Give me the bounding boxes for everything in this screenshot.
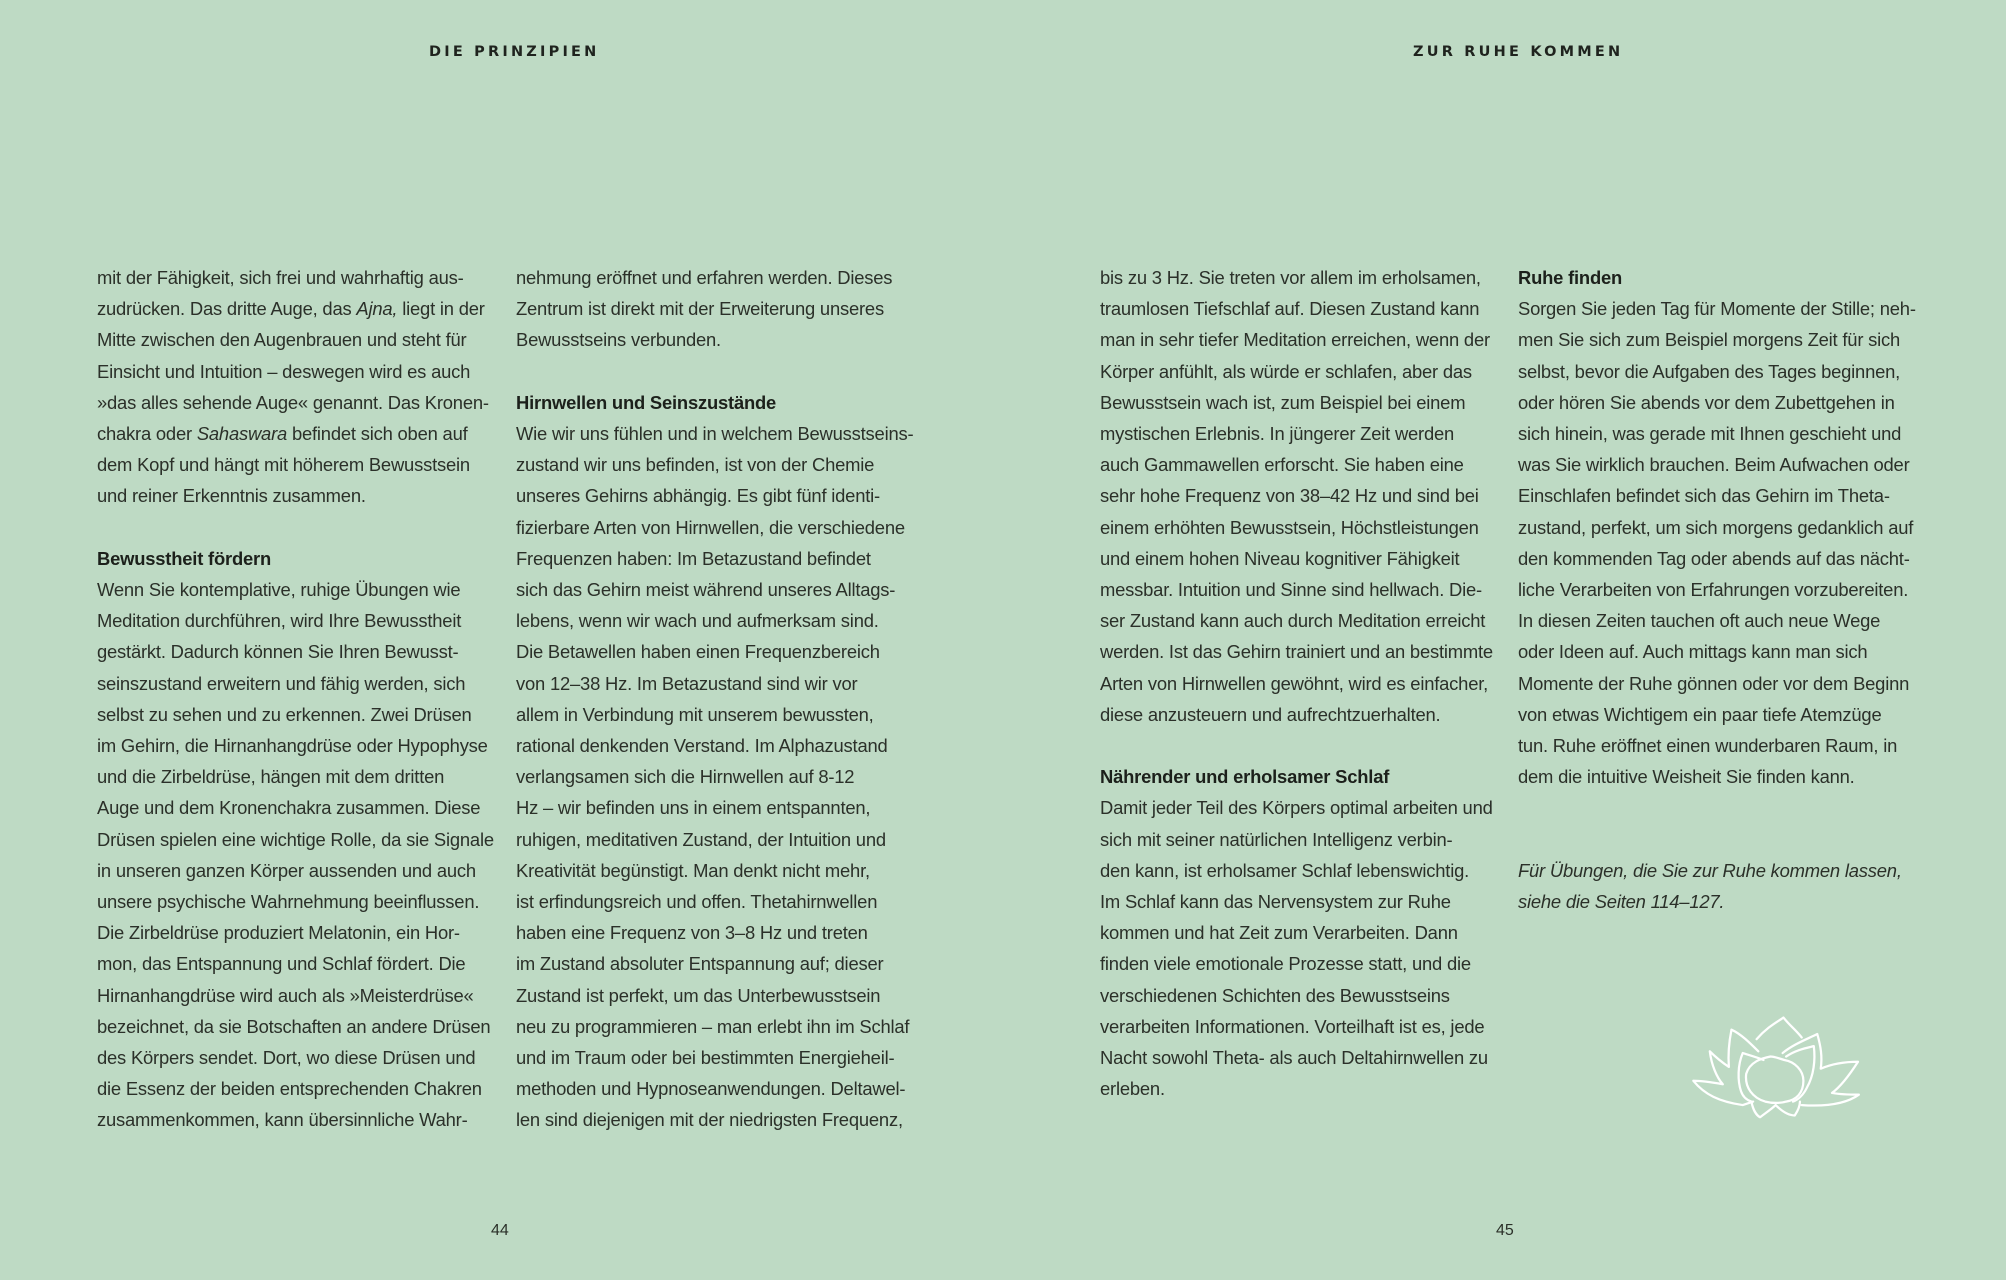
- section-heading: Bewusstheit fördern: [97, 547, 272, 569]
- text-line: Für Übungen, die Sie zur Ruhe kommen lassen,: [1518, 859, 1902, 881]
- text-line: seinszustand erweitern und fähig werden, sich: [97, 672, 466, 694]
- text-line: Hz – wir befinden uns in einem entspannten,: [516, 797, 871, 819]
- text-line: Arten von Hirnwellen gewöhnt, wird es einfacher,: [1100, 672, 1489, 694]
- text-line: dem Kopf und hängt mit höherem Bewusstsein: [97, 454, 470, 476]
- text-line: ist erfindungsreich und offen. Thetahirnwellen: [516, 891, 878, 913]
- paragraph: [97, 262, 492, 512]
- text-line: Im Schlaf kann das Nervensystem zur Ruhe: [1100, 891, 1451, 913]
- text-line: oder hören Sie abends vor dem Zubettgehen in: [1518, 391, 1895, 413]
- text-line: fizierbare Arten von Hirnwellen, die verschiedene: [516, 516, 905, 538]
- text-line: liche Verarbeiten von Erfahrungen vorzubereiten.: [1518, 579, 1909, 601]
- text-line: sich das Gehirn meist während unseres Alltags-: [516, 579, 896, 601]
- section-heading: Hirnwellen und Seinszustände: [516, 391, 777, 413]
- text-line: tun. Ruhe eröffnet einen wunderbaren Raum, in: [1518, 735, 1898, 757]
- text-line: zustand, perfekt, um sich morgens gedanklich auf: [1518, 516, 1914, 538]
- text-line: nehmung eröffnet und erfahren werden. Dieses: [516, 267, 893, 288]
- column-4: [1518, 262, 1916, 917]
- paragraph-gap: [97, 512, 492, 543]
- text-line: Auge und dem Kronenchakra zusammen. Diese: [97, 797, 481, 819]
- italic-term: Sahaswara: [196, 423, 288, 445]
- text-line: sehr hohe Frequenz von 38–42 Hz und sind bei: [1100, 485, 1479, 507]
- text-line: Nacht sowohl Theta- als auch Deltahirnwellen zu: [1100, 1047, 1488, 1069]
- text-line: siehe die Seiten 114–127.: [1518, 891, 1725, 913]
- text-line: unseres Gehirns abhängig. Es gibt fünf identi-: [516, 485, 880, 507]
- italic-term: Ajna,: [356, 298, 398, 320]
- lotus-back-center-petal: [1757, 1018, 1802, 1040]
- running-head-right: ZUR RUHE KOMMEN: [1413, 44, 1624, 60]
- text-line: man in sehr tiefer Meditation erreichen, wenn der: [1100, 329, 1490, 351]
- cross-reference-note: [1518, 855, 1913, 917]
- page-number-left: 44: [491, 1222, 509, 1239]
- text-line: finden viele emotionale Prozesse statt, und die: [1100, 953, 1471, 975]
- text-line: dem die intuitive Weisheit Sie finden kann.: [1518, 766, 1855, 788]
- text-line: verarbeiten Informationen. Vorteilhaft ist es, jede: [1100, 1015, 1485, 1037]
- text-line: Wenn Sie kontemplative, ruhige Übungen wie: [97, 579, 461, 601]
- text-line: was Sie wirklich brauchen. Beim Aufwachen oder: [1518, 454, 1910, 476]
- text-line: erleben.: [1100, 1078, 1165, 1100]
- paragraph: [97, 574, 492, 1136]
- text-line: mit der Fähigkeit, sich frei und wahrhaftig aus-: [97, 267, 464, 288]
- text-line: Zustand ist perfekt, um das Unterbewusstsein: [516, 984, 881, 1006]
- text-line: Kreativität begünstigt. Man denkt nicht mehr,: [516, 859, 870, 881]
- text-line: einem erhöhten Bewusstsein, Höchstleistungen: [1100, 516, 1479, 538]
- text-line: traumlosen Tiefschlaf auf. Diesen Zustand kann: [1100, 298, 1480, 320]
- text-line: Momente der Ruhe gönnen oder vor dem Beginn: [1518, 672, 1910, 694]
- text-line: Bewusstseins verbunden.: [516, 329, 721, 351]
- text-line: messbar. Intuition und Sinne sind hellwach. Die-: [1100, 579, 1482, 601]
- text-line: den kommenden Tag oder abends auf das nächt-: [1518, 547, 1910, 569]
- paragraph-gap: [1518, 792, 1913, 823]
- text-line: Mitte zwischen den Augenbrauen und steht für: [97, 329, 467, 351]
- text-line: von 12–38 Hz. Im Betazustand sind wir vor: [516, 672, 858, 694]
- paragraph: [1100, 262, 1495, 730]
- text-line: bis zu 3 Hz. Sie treten vor allem im erholsamen,: [1100, 267, 1481, 288]
- text-line: im Zustand absoluter Entspannung auf; dieser: [516, 953, 884, 975]
- text-line: ser Zustand kann auch durch Meditation erreicht: [1100, 610, 1486, 632]
- text-line: und einem hohen Niveau kognitiver Fähigkeit: [1100, 547, 1460, 569]
- paragraph: [516, 418, 914, 1136]
- text-line: und reiner Erkenntnis zusammen.: [97, 485, 366, 507]
- text-line: Wie wir uns fühlen und in welchem Bewusstseins-: [516, 423, 914, 444]
- text-line: zustand wir uns befinden, ist von der Chemie: [516, 454, 875, 476]
- text-line: diese anzusteuern und aufrechtzuerhalten.: [1100, 703, 1441, 725]
- text-line: bezeichnet, da sie Botschaften an andere Drüsen: [97, 1015, 491, 1037]
- column-2: [516, 262, 914, 1136]
- text-line: werden. Ist das Gehirn trainiert und an bestimmte: [1100, 641, 1493, 663]
- text-line: Meditation durchführen, wird Ihre Bewusstheit: [97, 610, 462, 632]
- text-line: rational denkenden Verstand. Im Alphazustand: [516, 735, 888, 757]
- text-line: Drüsen spielen eine wichtige Rolle, da sie Signale: [97, 828, 494, 850]
- text-line: Sorgen Sie jeden Tag für Momente der Stille; neh-: [1518, 298, 1916, 320]
- text-line: chakra oder Sahaswara befindet sich oben auf: [97, 423, 468, 445]
- lotus-right-outer-petal: [1783, 1034, 1859, 1106]
- text-line: auch Gammawellen erforscht. Sie haben eine: [1100, 454, 1464, 476]
- section-heading: Ruhe finden: [1518, 267, 1623, 288]
- text-line: sich mit seiner natürlichen Intelligenz verbin-: [1100, 828, 1453, 850]
- text-line: von etwas Wichtigem ein paar tiefe Atemzüge: [1518, 703, 1882, 725]
- text-line: Bewusstsein wach ist, zum Beispiel bei einem: [1100, 391, 1466, 413]
- running-head-left: DIE PRINZIPIEN: [429, 44, 600, 60]
- text-line: Körper anfühlt, als würde er schlafen, aber das: [1100, 360, 1472, 382]
- section-heading: Nährender und erholsamer Schlaf: [1100, 766, 1390, 788]
- text-line: men Sie sich zum Beispiel morgens Zeit für sich: [1518, 329, 1901, 351]
- lotus-bud: [1746, 1057, 1803, 1103]
- column-1: [97, 262, 492, 1136]
- paragraph: [516, 262, 911, 356]
- text-line: verschiedenen Schichten des Bewusstseins: [1100, 984, 1450, 1006]
- paragraph: [1100, 792, 1495, 1104]
- text-line: und die Zirbeldrüse, hängen mit dem dritten: [97, 766, 445, 788]
- text-line: die Essenz der beiden entsprechenden Chakren: [97, 1078, 482, 1100]
- text-line: neu zu programmieren – man erlebt ihn im Schlaf: [516, 1015, 910, 1037]
- text-line: kommen und hat Zeit zum Verarbeiten. Dann: [1100, 922, 1458, 944]
- text-line: zudrücken. Das dritte Auge, das Ajna, liegt in der: [97, 298, 485, 320]
- paragraph-gap: [516, 356, 911, 387]
- text-line: verlangsamen sich die Hirnwellen auf 8-12: [516, 766, 855, 788]
- page-number-right: 45: [1496, 1222, 1514, 1239]
- text-line: selbst, bevor die Aufgaben des Tages beginnen,: [1518, 360, 1901, 382]
- column-3: [1100, 262, 1495, 1104]
- text-line: Einschlafen befindet sich das Gehirn im Theta-: [1518, 485, 1890, 507]
- text-line: den kann, ist erholsamer Schlaf lebenswichtig.: [1100, 859, 1470, 881]
- text-line: Hirnanhangdrüse wird auch als »Meisterdrüse«: [97, 984, 474, 1006]
- text-line: Die Zirbeldrüse produziert Melatonin, ein Hor-: [97, 922, 460, 944]
- text-line: oder Ideen auf. Auch mittags kann man sich: [1518, 641, 1868, 663]
- text-line: Einsicht und Intuition – deswegen wird es auch: [97, 360, 471, 382]
- text-line: ruhigen, meditativen Zustand, der Intuition und: [516, 828, 886, 850]
- text-line: unsere psychische Wahrnehmung beeinflussen.: [97, 891, 480, 913]
- paragraph-gap: [1100, 730, 1495, 761]
- text-line: im Gehirn, die Hirnanhangdrüse oder Hypophyse: [97, 735, 488, 757]
- text-line: haben eine Frequenz von 3–8 Hz und treten: [516, 922, 868, 944]
- text-line: len sind diejenigen mit der niedrigsten Frequenz,: [516, 1109, 903, 1131]
- text-line: selbst zu sehen und zu erkennen. Zwei Drüsen: [97, 703, 472, 725]
- text-line: »das alles sehende Auge« genannt. Das Kronen-: [97, 391, 489, 413]
- text-line: mon, das Entspannung und Schlaf fördert. Die: [97, 953, 466, 975]
- text-line: lebens, wenn wir wach und aufmerksam sind.: [516, 610, 879, 632]
- text-line: mystischen Erlebnis. In jüngerer Zeit werden: [1100, 423, 1455, 445]
- paragraph-gap: [1518, 824, 1913, 855]
- text-line: und im Traum oder bei bestimmten Energieheil-: [516, 1047, 895, 1069]
- text-line: methoden und Hypnoseanwendungen. Deltawel-: [516, 1078, 906, 1100]
- text-line: Zentrum ist direkt mit der Erweiterung unseres: [516, 298, 884, 320]
- text-line: allem in Verbindung mit unserem bewussten,: [516, 703, 874, 725]
- text-line: gestärkt. Dadurch können Sie Ihren Bewusst-: [97, 641, 459, 663]
- text-line: Frequenzen haben: Im Betazustand befindet: [516, 547, 871, 569]
- lotus-icon: [1680, 1008, 1880, 1138]
- paragraph: [1518, 293, 1916, 792]
- text-line: sich hinein, was gerade mit Ihnen geschieht und: [1518, 423, 1902, 445]
- text-line: des Körpers sendet. Dort, wo diese Drüsen und: [97, 1047, 476, 1069]
- text-line: in unseren ganzen Körper aussenden und auch: [97, 859, 476, 881]
- text-line: Damit jeder Teil des Körpers optimal arbeiten und: [1100, 797, 1493, 819]
- text-line: zusammenkommen, kann übersinnliche Wahr-: [97, 1109, 468, 1131]
- text-line: In diesen Zeiten tauchen oft auch neue Wege: [1518, 610, 1881, 632]
- text-line: Die Betawellen haben einen Frequenzbereich: [516, 641, 880, 663]
